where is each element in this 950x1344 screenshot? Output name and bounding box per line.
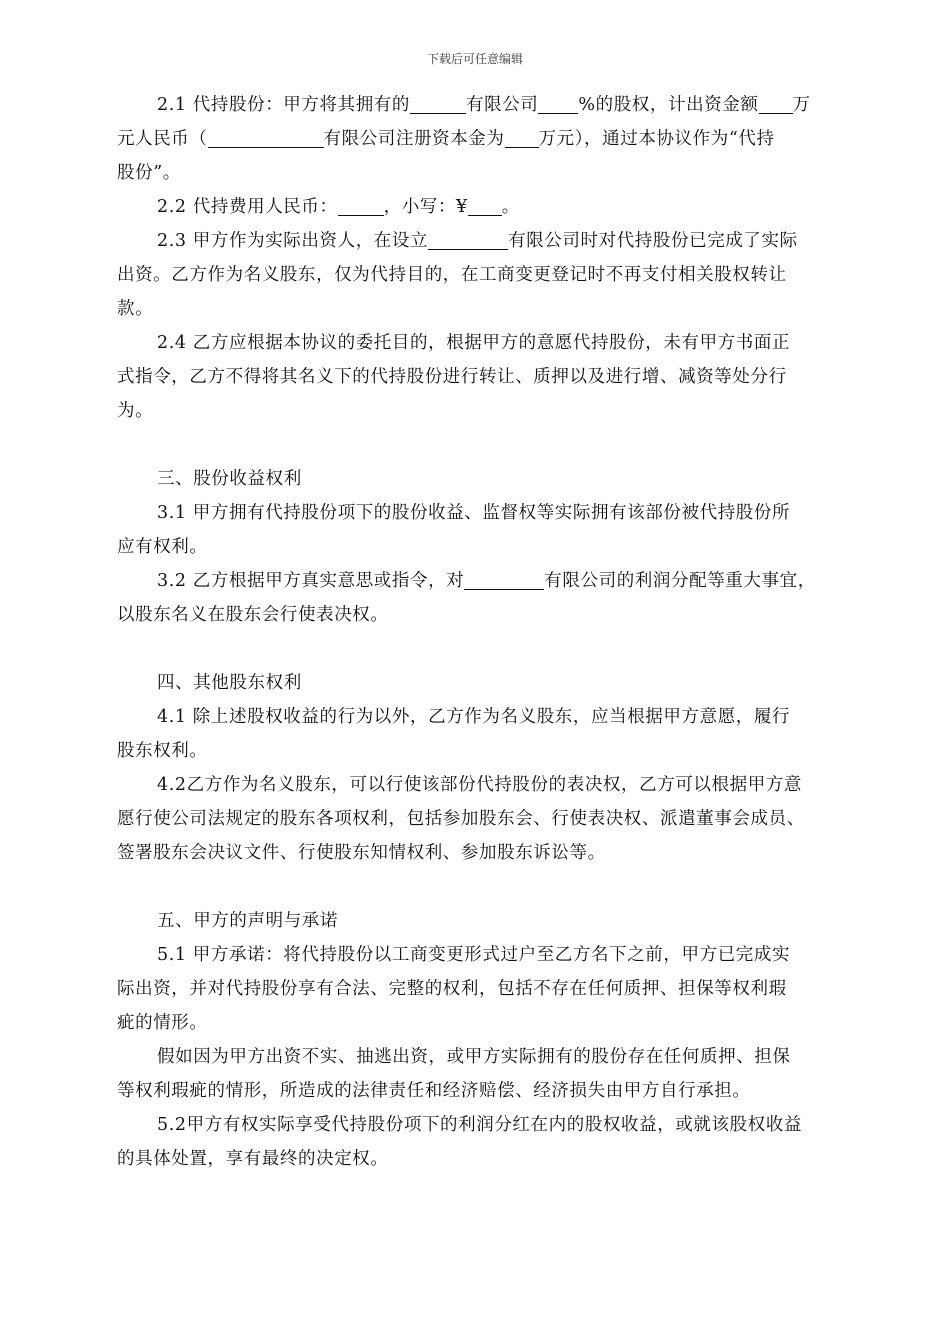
section-3-heading: 三、股份收益权利 (157, 469, 302, 489)
clause-5-2-line-1: 5.2甲方有权实际享受代持股份项下的利润分红在内的股权收益，或就该股权收益 (157, 1115, 803, 1135)
clause-2-3-line-2: 出资。乙方作为名义股东，仅为代持目的，在工商变更登记时不再支付相关股权转让 (117, 265, 787, 285)
clause-text: 元人民币（ (117, 129, 208, 149)
clause-3-2-line-1 (117, 564, 843, 598)
clause-2-1-line-2 (117, 122, 843, 156)
clause-2-4-line-3: 为。 (117, 401, 154, 421)
clause-text: 有限公司的利润分配等重大事宜， (544, 571, 816, 591)
blank-field (208, 127, 324, 148)
header-note: 下载后可任意编辑 (426, 52, 523, 66)
clause-text: 2.1 代持股份：甲方将其拥有的 (157, 95, 410, 115)
clause-2-3-line-1 (117, 224, 843, 258)
clause-5-1-para-2-line-2: 等权利瑕疵的情形，所造成的法律责任和经济赔偿、经济损失由甲方自行承担。 (117, 1081, 751, 1101)
clause-5-2-line-2: 的具体处置，享有最终的决定权。 (117, 1149, 389, 1169)
clause-text: 有限公司注册资本金为 (323, 129, 505, 149)
blank-field (759, 93, 793, 114)
clause-3-1-line-2: 应有权利。 (117, 537, 208, 557)
blank-field (464, 569, 544, 590)
clause-3-2-line-2: 以股东名义在股东会行使表决权。 (117, 605, 389, 625)
document-body (117, 88, 843, 1176)
clause-4-2-line-3: 签署股东会决议文件、行使股东知情权利、参加股东诉讼等。 (117, 843, 606, 863)
blank-field (468, 195, 502, 216)
clause-4-2-line-2: 愿行使公司法规定的股东各项权利，包括参加股东会、行使表决权、派遣董事会成员、 (117, 809, 805, 829)
clause-text: 有限公司时对代持股份已完成了实际 (508, 231, 798, 251)
clause-text: 2.2 代持费用人民币： (157, 197, 338, 217)
section-gap (117, 428, 843, 462)
clause-3-1-line-1: 3.1 甲方拥有代持股份项下的股份收益、监督权等实际拥有该部份被代持股份所 (157, 503, 791, 523)
clause-5-1-line-1: 5.1 甲方承诺：将代持股份以工商变更形式过户至乙方名下之前，甲方已完成实 (157, 945, 791, 965)
section-gap (117, 632, 843, 666)
clause-5-1-para-2-line-1: 假如因为甲方出资不实、抽逃出资，或甲方实际拥有的股份存在任何质押、担保 (157, 1047, 791, 1067)
clause-text: 3.2 乙方根据甲方真实意思或指令，对 (157, 571, 465, 591)
blank-field (338, 195, 384, 216)
blank-field (505, 127, 539, 148)
clause-2-1-line-1 (117, 88, 843, 122)
clause-text: 有限公司 (466, 95, 539, 115)
blank-field (410, 93, 466, 114)
clause-text: 。 (501, 197, 520, 217)
clause-5-1-line-2: 际出资，并对代持股份享有合法、完整的权利，包括不存在任何质押、担保等权利瑕 (117, 979, 787, 999)
clause-2-4-line-2: 式指令，乙方不得将其名义下的代持股份进行转让、质押以及进行增、减资等处分行 (117, 367, 787, 387)
clause-2-2 (117, 190, 843, 224)
clause-2-3-line-3: 款。 (117, 299, 154, 319)
clause-5-1-line-3: 疵的情形。 (117, 1013, 208, 1033)
section-4-heading: 四、其他股东权利 (157, 673, 302, 693)
clause-4-1-line-1: 4.1 除上述股权收益的行为以外，乙方作为名义股东，应当根据甲方意愿，履行 (157, 707, 791, 727)
clause-text: 万元），通过本协议作为“代持 (538, 129, 775, 149)
clause-text: 2.3 甲方作为实际出资人，在设立 (157, 231, 429, 251)
clause-4-2-line-1: 4.2乙方作为名义股东，可以行使该部份代持股份的表决权，乙方可以根据甲方意 (157, 775, 803, 795)
section-5-heading: 五、甲方的声明与承诺 (157, 911, 338, 931)
clause-text: ，小写：¥ (383, 197, 468, 217)
blank-field (428, 229, 508, 250)
clause-2-4-line-1: 2.4 乙方应根据本协议的委托目的，根据甲方的意愿代持股份，未有甲方书面正 (157, 333, 791, 353)
blank-field (538, 93, 578, 114)
clause-4-1-line-2: 股东权利。 (117, 741, 208, 761)
clause-text: %的股权，计出资金额 (578, 95, 759, 115)
clause-2-1-line-3: 股份”。 (117, 163, 181, 183)
clause-text: 万 (792, 95, 811, 115)
section-gap (117, 870, 843, 904)
